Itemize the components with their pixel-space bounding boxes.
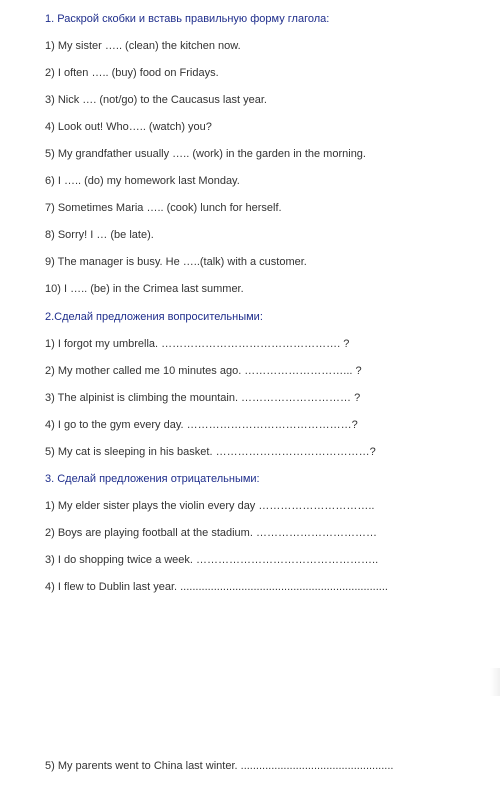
section-1-heading: 1. Раскрой скобки и вставь правильную форму глагола: — [45, 13, 330, 25]
section-3-heading: 3. Сделай предложения отрицательными: — [45, 473, 260, 485]
exercise-3-item-4: 4) I flew to Dublin last year. .................................................................... — [45, 581, 388, 593]
exercise-3-item-5: 5) My parents went to China last winter. .................................................. — [45, 760, 394, 772]
exercise-1-item-7: 7) Sometimes Maria ….. (cook) lunch for herself. — [45, 202, 282, 214]
exercise-1-item-5: 5) My grandfather usually ….. (work) in the garden in the morning. — [45, 148, 366, 160]
exercise-2-item-3: 3) The alpinist is climbing the mountain. ………………………… ? — [45, 392, 361, 404]
exercise-2-item-4: 4) I go to the gym every day. ………………………………………? — [45, 419, 358, 431]
exercise-3-item-1: 1) My elder sister plays the violin every day ………………………….. — [45, 500, 375, 512]
exercise-3-item-3: 3) I do shopping twice a week. ………………………………………….. — [45, 554, 379, 566]
page-edge-shadow — [490, 668, 500, 696]
exercise-2-item-2: 2) My mother called me 10 minutes ago. ………………………... ? — [45, 365, 362, 377]
exercise-1-item-2: 2) I often ….. (buy) food on Fridays. — [45, 67, 219, 79]
exercise-1-item-6: 6) I ….. (do) my homework last Monday. — [45, 175, 240, 187]
exercise-2-item-1: 1) I forgot my umbrella. …………………………………………. ? — [45, 338, 350, 350]
exercise-3-item-2: 2) Boys are playing football at the stadium. …………………………… — [45, 527, 377, 539]
exercise-1-item-3: 3) Nick …. (not/go) to the Caucasus last year. — [45, 94, 267, 106]
exercise-1-item-9: 9) The manager is busy. He …..(talk) with a customer. — [45, 256, 307, 268]
exercise-1-item-1: 1) My sister ….. (clean) the kitchen now. — [45, 40, 241, 52]
exercise-2-item-5: 5) My cat is sleeping in his basket. ……………………………………? — [45, 446, 376, 458]
exercise-1-item-4: 4) Look out! Who….. (watch) you? — [45, 121, 212, 133]
section-2-heading: 2.Сделай предложения вопросительными: — [45, 311, 263, 323]
exercise-1-item-8: 8) Sorry! I … (be late). — [45, 229, 154, 241]
exercise-1-item-10: 10) I ….. (be) in the Crimea last summer. — [45, 283, 244, 295]
